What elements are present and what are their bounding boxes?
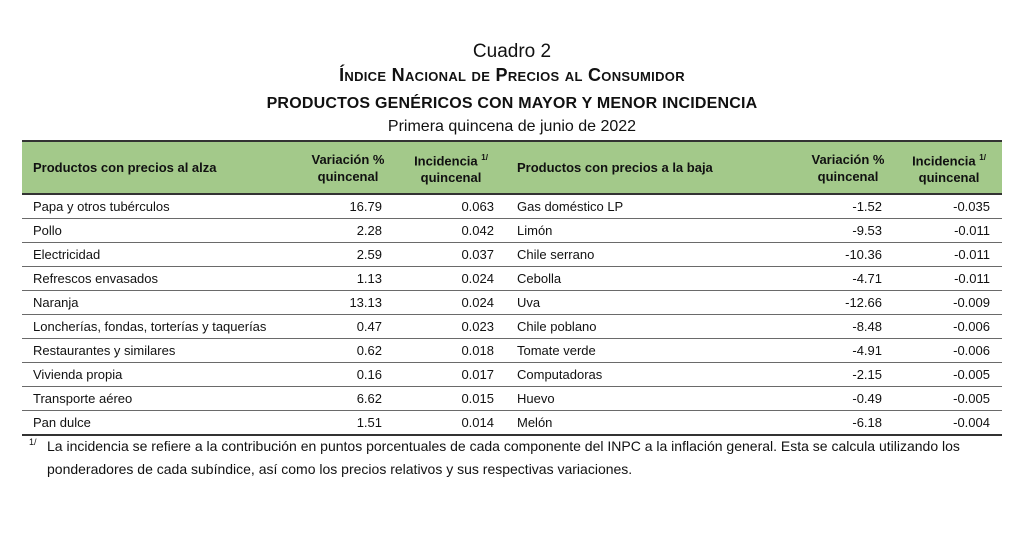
variation-up: 0.16 — [300, 363, 396, 387]
variation-down: -6.18 — [800, 411, 896, 436]
footnote-mark: 1/ — [29, 437, 37, 447]
variation-up: 0.62 — [300, 339, 396, 363]
product-up-name: Naranja — [22, 291, 300, 315]
incidence-up: 0.017 — [396, 363, 506, 387]
footnote — [22, 435, 1002, 481]
footnote-ref: 1/ — [481, 152, 488, 162]
product-up-name: Vivienda propia — [22, 363, 300, 387]
variation-up: 2.28 — [300, 219, 396, 243]
incidence-up: 0.015 — [396, 387, 506, 411]
product-up-name: Restaurantes y similares — [22, 339, 300, 363]
product-up-name: Pollo — [22, 219, 300, 243]
incidence-up: 0.063 — [396, 194, 506, 219]
col-header-incidencia-line2: quincenal — [420, 170, 482, 186]
incidence-up: 0.014 — [396, 411, 506, 436]
col-header-incidencia-line1: Incidencia — [414, 153, 478, 169]
product-down-name: Chile poblano — [506, 315, 800, 339]
table-subtitle: PRODUCTOS GENÉRICOS CON MAYOR Y MENOR INCIDENCIA — [266, 95, 758, 112]
incidence-up: 0.042 — [396, 219, 506, 243]
variation-down: -9.53 — [800, 219, 896, 243]
product-down-name: Chile serrano — [506, 243, 800, 267]
variation-down: -12.66 — [800, 291, 896, 315]
incidence-table — [22, 140, 1002, 436]
variation-down: -1.52 — [800, 194, 896, 219]
variation-down: -4.71 — [800, 267, 896, 291]
table-row — [22, 411, 1002, 436]
variation-down: -10.36 — [800, 243, 896, 267]
incidence-down: -0.011 — [896, 219, 1002, 243]
col-header-incidencia-alza — [396, 141, 506, 194]
table-period: Primera quincena de junio de 2022 — [387, 118, 637, 135]
incidence-down: -0.005 — [896, 363, 1002, 387]
col-header-incidencia-line1: Incidencia — [912, 153, 976, 169]
footnote-ref: 1/ — [979, 152, 986, 162]
variation-up: 0.47 — [300, 315, 396, 339]
col-header-incidencia-line2: quincenal — [918, 170, 980, 186]
col-header-baja: Productos con precios a la baja — [506, 141, 800, 194]
product-down-name: Limón — [506, 219, 800, 243]
variation-down: -4.91 — [800, 339, 896, 363]
incidence-up: 0.024 — [396, 291, 506, 315]
table-row — [22, 363, 1002, 387]
incidence-up: 0.023 — [396, 315, 506, 339]
variation-up: 1.51 — [300, 411, 396, 436]
incidence-down: -0.005 — [896, 387, 1002, 411]
product-up-name: Papa y otros tubérculos — [22, 194, 300, 219]
product-up-name: Loncherías, fondas, torterías y taquerías — [22, 315, 300, 339]
table-title: Índice Nacional de Precios al Consumidor — [339, 65, 685, 85]
incidence-up: 0.037 — [396, 243, 506, 267]
table-row — [22, 194, 1002, 219]
product-up-name: Pan dulce — [22, 411, 300, 436]
incidence-down: -0.006 — [896, 339, 1002, 363]
col-header-variacion-line1: Variación % — [311, 151, 385, 167]
product-down-name: Cebolla — [506, 267, 800, 291]
incidence-down: -0.004 — [896, 411, 1002, 436]
product-down-name: Uva — [506, 291, 800, 315]
col-header-incidencia-baja — [896, 141, 1002, 194]
table-row — [22, 243, 1002, 267]
product-up-name: Transporte aéreo — [22, 387, 300, 411]
variation-up: 16.79 — [300, 194, 396, 219]
table-row — [22, 315, 1002, 339]
variation-down: -8.48 — [800, 315, 896, 339]
col-header-variacion-line2: quincenal — [817, 168, 879, 184]
col-header-alza: Productos con precios al alza — [22, 141, 300, 194]
incidence-down: -0.006 — [896, 315, 1002, 339]
table-row — [22, 291, 1002, 315]
incidence-down: -0.035 — [896, 194, 1002, 219]
footnote-text: La incidencia se refiere a la contribución en puntos porcentuales de cada componente del INPC a la inflación general. Esta se calcula utilizando los ponderadores de cada subíndice, así como los precios relativos y sus respectivas variaciones. — [47, 438, 960, 477]
incidence-up: 0.018 — [396, 339, 506, 363]
cuadro-label: Cuadro 2 — [472, 41, 552, 62]
col-header-variacion-alza — [300, 141, 396, 194]
variation-up: 13.13 — [300, 291, 396, 315]
variation-up: 1.13 — [300, 267, 396, 291]
table-row — [22, 267, 1002, 291]
product-down-name: Huevo — [506, 387, 800, 411]
table-row — [22, 339, 1002, 363]
incidence-up: 0.024 — [396, 267, 506, 291]
table-header-row — [22, 141, 1002, 194]
variation-down: -0.49 — [800, 387, 896, 411]
variation-up: 6.62 — [300, 387, 396, 411]
col-header-variacion-line2: quincenal — [317, 168, 379, 184]
product-down-name: Computadoras — [506, 363, 800, 387]
product-down-name: Tomate verde — [506, 339, 800, 363]
incidence-down: -0.009 — [896, 291, 1002, 315]
col-header-variacion-line1: Variación % — [811, 151, 885, 167]
table-row — [22, 219, 1002, 243]
incidence-down: -0.011 — [896, 243, 1002, 267]
product-up-name: Refrescos envasados — [22, 267, 300, 291]
table-row — [22, 387, 1002, 411]
col-header-variacion-baja — [800, 141, 896, 194]
variation-up: 2.59 — [300, 243, 396, 267]
variation-down: -2.15 — [800, 363, 896, 387]
product-down-name: Melón — [506, 411, 800, 436]
product-up-name: Electricidad — [22, 243, 300, 267]
product-down-name: Gas doméstico LP — [506, 194, 800, 219]
incidence-down: -0.011 — [896, 267, 1002, 291]
